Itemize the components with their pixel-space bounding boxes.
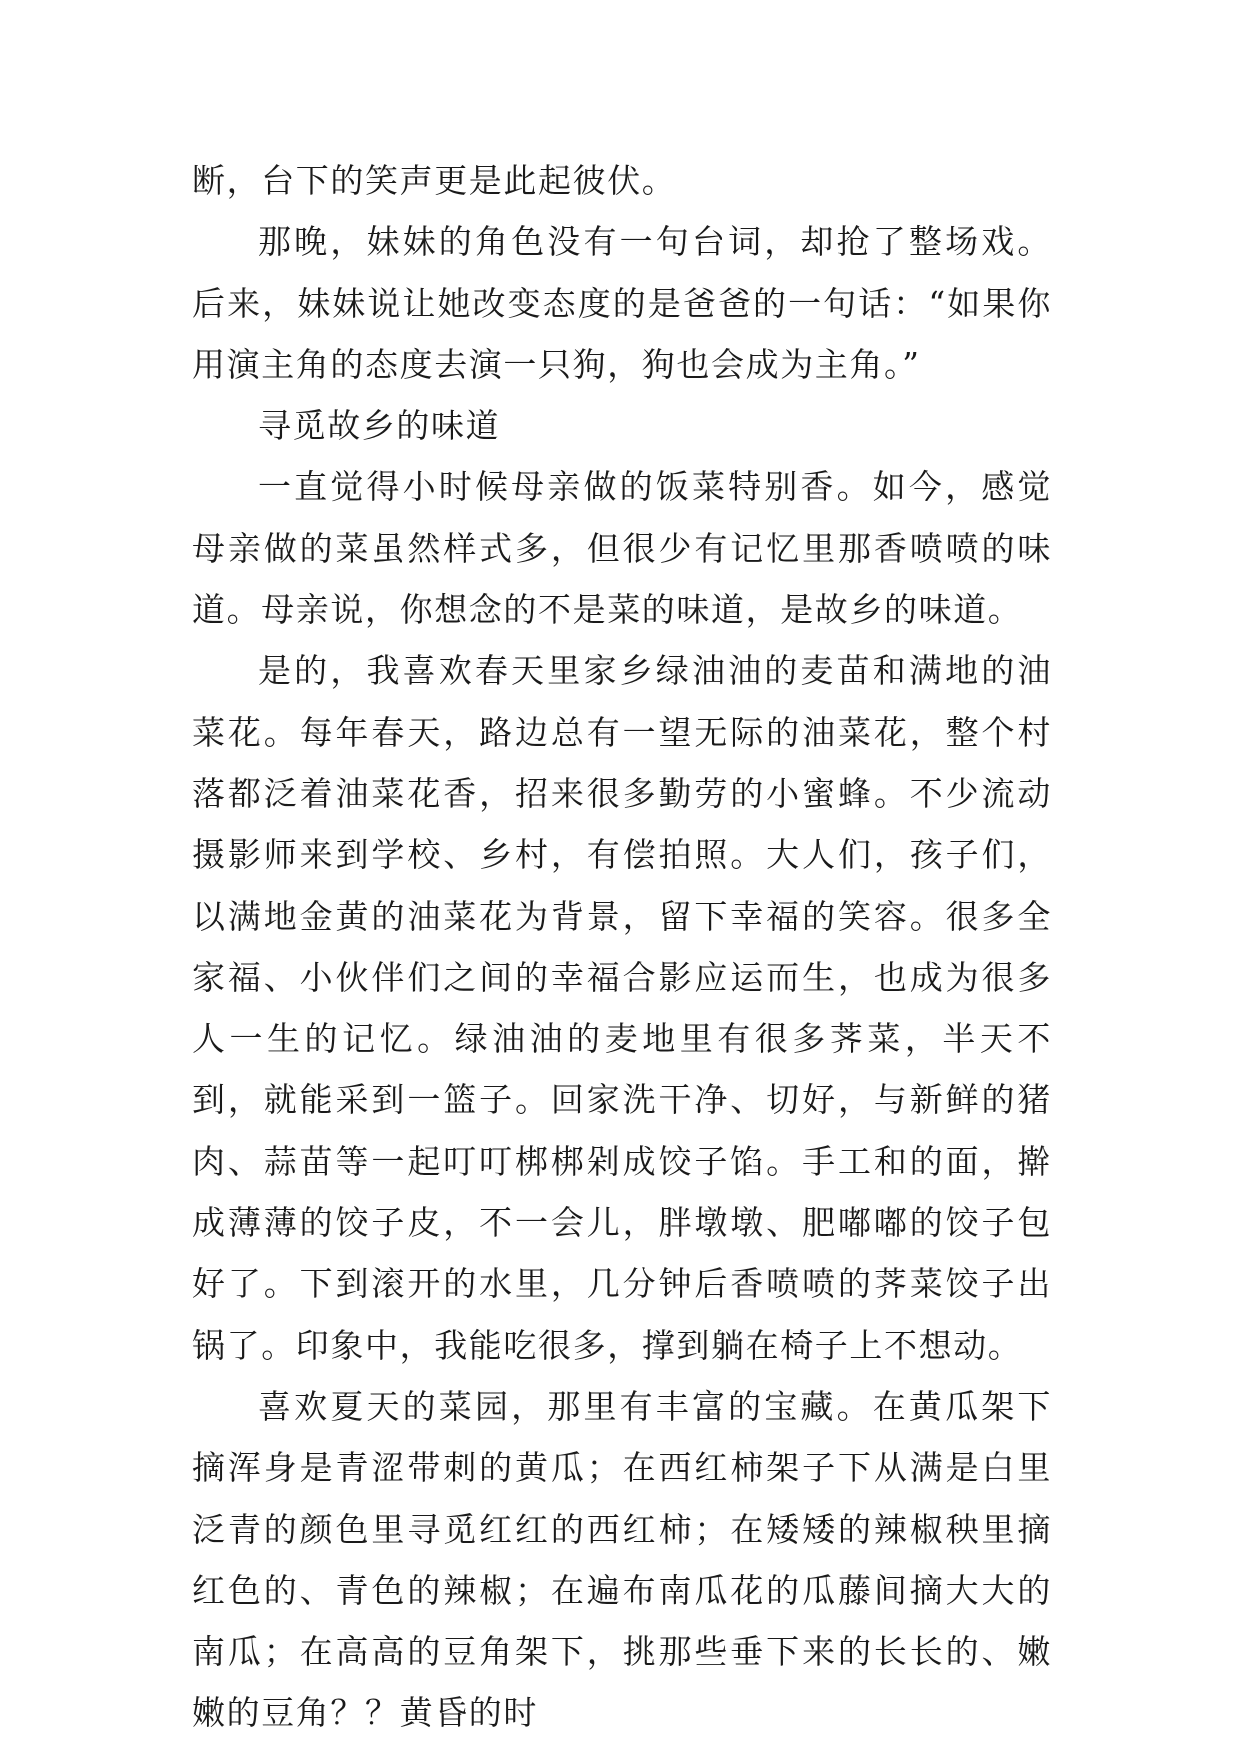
paragraph-spring: 是的，我喜欢春天里家乡绿油油的麦苗和满地的油菜花。每年春天，路边总有一望无际的油菜花，整个村落都泛着油菜花香，招来很多勤劳的小蜜蜂。不少流动摄影师来到学校、乡村，有偿拍照。大人们，孩子们，以满地金黄的油菜花为背景，留下幸福的笑容。很多全家福、小伙伴们之间的幸福合影应运而生，也成为很多人一生的记忆。绿油油的麦地里有很多荠菜，半天不到，就能采到一篮子。回家洗干净、切好，与新鲜的猪肉、蒜苗等一起叮叮梆梆剁成饺子馅。手工和的面，擀成薄薄的饺子皮，不一会儿，胖墩墩、肥嘟嘟的饺子包好了。下到滚开的水里，几分钟后香喷喷的荠菜饺子出锅了。印象中，我能吃很多，撑到躺在椅子上不想动。: [192, 651, 1052, 1365]
article-body: [192, 150, 1052, 1744]
paragraph-sister-role: 那晚，妹妹的角色没有一句台词，却抢了整场戏。后来，妹妹说让她改变态度的是爸爸的一句话：“如果你用演主角的态度去演一只狗，狗也会成为主角。”: [192, 222, 1052, 384]
section-heading: 寻觅故乡的味道: [258, 406, 501, 446]
paragraph-continuation: 断，台下的笑声更是此起彼伏。: [192, 161, 677, 200]
paragraph-summer-garden: 喜欢夏天的菜园，那里有丰富的宝藏。在黄瓜架下摘浑身是青涩带刺的黄瓜；在西红柿架子下从满是白里泛青的颜色里寻觅红红的西红柿；在矮矮的辣椒秧里摘红色的、青色的辣椒；在遍布南瓜花的瓜藤间摘大大的南瓜；在高高的豆角架下，挑那些垂下来的长长的、嫩嫩的豆角？？黄昏的时: [192, 1386, 1052, 1733]
paragraph-mother-cooking: 一直觉得小时候母亲做的饭菜特别香。如今，感觉母亲做的菜虽然样式多，但很少有记忆里那香喷喷的味道。母亲说，你想念的不是菜的味道，是故乡的味道。: [192, 467, 1052, 630]
